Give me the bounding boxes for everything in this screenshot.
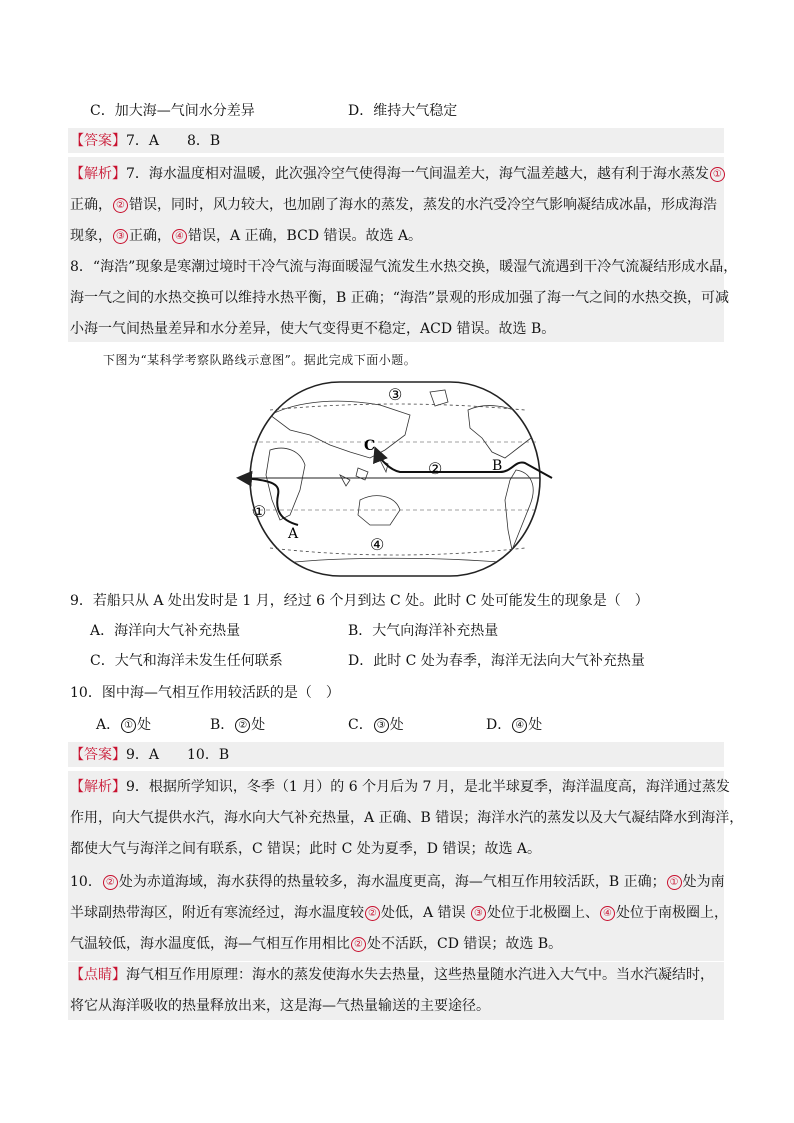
analysis2-text-5b: 处低，A 错误 (381, 905, 471, 921)
analysis2-line-6 (70, 935, 562, 953)
analysis1-text-2b: 错误，同时，风力较大，也加剧了海水的蒸发，蒸发的水汽受冷空气影响凝结成冰晶，形成海浩 (129, 197, 717, 213)
circled-number: ④ (600, 906, 615, 921)
analysis1-line-2 (70, 196, 717, 214)
analysis1-line-1 (70, 165, 726, 183)
q8-option-d: D．维持大气稳定 (348, 103, 458, 119)
analysis1-text-3c: 错误，A 正确，BCD 错误。故选 A。 (188, 228, 423, 244)
q9-option-b: B．大气向海洋补充热量 (348, 623, 499, 639)
answer-tag: 【答案】 (70, 747, 126, 763)
analysis1-line-3 (70, 227, 422, 245)
analysis2-text-4c: 处为南 (682, 874, 725, 890)
q8-option-c: C．加大海—气间水分差异 (90, 103, 255, 119)
analysis-block-1 (68, 157, 724, 342)
analysis1-text-3b: 正确， (129, 228, 171, 244)
q10-stem: 10．图中海—气相互作用较活跃的是（ ） (70, 685, 340, 701)
analysis2-text-6b: 处不活跃，CD 错误；故选 B。 (367, 936, 563, 952)
q9-option-c: C．大气和海洋未发生任何联系 (90, 653, 283, 669)
label-2: ② (428, 459, 443, 478)
analysis2-text-5d: 处位于南极圈上， (616, 905, 729, 921)
q10-option-a (96, 716, 151, 734)
analysis2-line-5 (70, 904, 728, 922)
q9-option-d: D．此时 C 处为春季，海洋无法向大气补充热量 (348, 653, 645, 669)
label-a: A (288, 526, 299, 542)
analysis2-text-6a: 气温较低，海水温度低，海—气相互作用相比 (70, 936, 350, 952)
analysis1-text-2a: 正确， (70, 197, 112, 213)
world-route-map (230, 380, 560, 580)
analysis2-text-5c: 处位于北极圈上、 (487, 905, 600, 921)
q10-option-c (348, 716, 404, 734)
analysis1-line-5: 海一气之间的水热交换可以维持水热平衡，B 正确；“海浩”景观的形成加强了海一气之间的水热交换，可减 (70, 290, 730, 306)
circled-number: ② (351, 937, 366, 952)
answer-tag: 【答案】 (70, 133, 126, 149)
tip-tag: 【点睛】 (70, 967, 126, 983)
tip-line-1 (70, 966, 714, 984)
analysis2-text-5a: 半球副热带海区，附近有寒流经过，海水温度较 (70, 905, 364, 921)
circled-number: ① (121, 718, 136, 733)
q10-option-b (210, 716, 265, 734)
answer-text: 7．A 8．B (126, 133, 221, 149)
analysis2-text-4a: 10． (70, 874, 102, 890)
circled-number: ② (365, 906, 380, 921)
label-1: ① (252, 502, 267, 521)
figure-caption: 下图为“某科学考察队路线示意图”。据此完成下面小题。 (103, 353, 417, 367)
analysis1-line-6: 小海一气间热量差异和水分差异，使大气变得更不稳定，ACD 错误。故选 B。 (70, 321, 556, 337)
option-letter: D． (486, 717, 512, 733)
analysis2-line-3: 都使大气与海洋之间有联系，C 错误；此时 C 处为夏季，D 错误；故选 A。 (70, 841, 542, 857)
answer-line-1 (70, 132, 220, 150)
analysis-tag: 【解析】 (70, 166, 126, 182)
q10-option-d (486, 716, 542, 734)
answer-text: 9．A 10．B (126, 747, 230, 763)
circled-number: ④ (512, 718, 527, 733)
circled-number: ③ (113, 229, 128, 244)
analysis2-line-4 (70, 873, 725, 891)
circled-number: ③ (471, 906, 486, 921)
analysis1-line-4: 8．“海浩”现象是寒潮过境时干冷气流与海面暖湿气流发生水热交换，暖湿气流遇到干冷气流凝结形成水晶， (70, 259, 738, 275)
analysis1-text-3a: 现象， (70, 228, 112, 244)
q9-option-a: A．海洋向大气补充热量 (90, 623, 241, 639)
label-c: C (364, 438, 376, 454)
analysis-block-2 (68, 771, 724, 961)
analysis2-line-1 (70, 778, 730, 796)
option-letter: A． (96, 717, 121, 733)
circled-number: ① (710, 167, 725, 182)
tip-text-1: 海气相互作用原理：海水的蒸发使海水失去热量，这些热量随水汽进入大气中。当水汽凝结时， (126, 967, 714, 983)
label-3: ③ (388, 385, 403, 404)
circled-number: ② (103, 875, 118, 890)
analysis1-text-1: 7．海水温度相对温暖，此次强冷空气使得海一气间温差大，海气温差越大，越有利于海水蒸发 (126, 166, 709, 182)
option-suffix: 处 (389, 717, 404, 733)
answer-line-2 (70, 746, 229, 764)
option-suffix: 处 (251, 717, 266, 733)
analysis2-line-2: 作用，向大气提供水汽，海水向大气补充热量，A 正确、B 错误；海洋水汽的蒸发以及大气凝结降水到海洋， (70, 810, 744, 826)
analysis2-text-1: 9．根据所学知识，冬季（1 月）的 6 个月后为 7 月，是北半球夏季，海洋温度高，海洋通过蒸发 (126, 779, 730, 795)
tip-line-2: 将它从海洋吸收的热量释放出来，这是海—气热量输送的主要途径。 (70, 998, 490, 1014)
analysis2-text-4b: 处为赤道海域，海水获得的热量较多，海水温度更高，海—气相互作用较活跃，B 正确； (118, 874, 666, 890)
circled-number: ② (113, 198, 128, 213)
q9-stem: 9．若船只从 A 处出发时是 1 月，经过 6 个月到达 C 处。此时 C 处可能发生的现象是（ ） (70, 593, 649, 609)
option-letter: B． (210, 717, 235, 733)
circled-number: ③ (374, 718, 389, 733)
label-b: B (492, 458, 503, 474)
circled-number: ④ (172, 229, 187, 244)
option-suffix: 处 (528, 717, 543, 733)
circled-number: ① (667, 875, 682, 890)
option-letter: C． (348, 717, 373, 733)
circled-number: ② (235, 718, 250, 733)
map-outline (250, 382, 540, 576)
analysis-tag: 【解析】 (70, 779, 126, 795)
label-4: ④ (370, 535, 385, 554)
option-suffix: 处 (137, 717, 152, 733)
